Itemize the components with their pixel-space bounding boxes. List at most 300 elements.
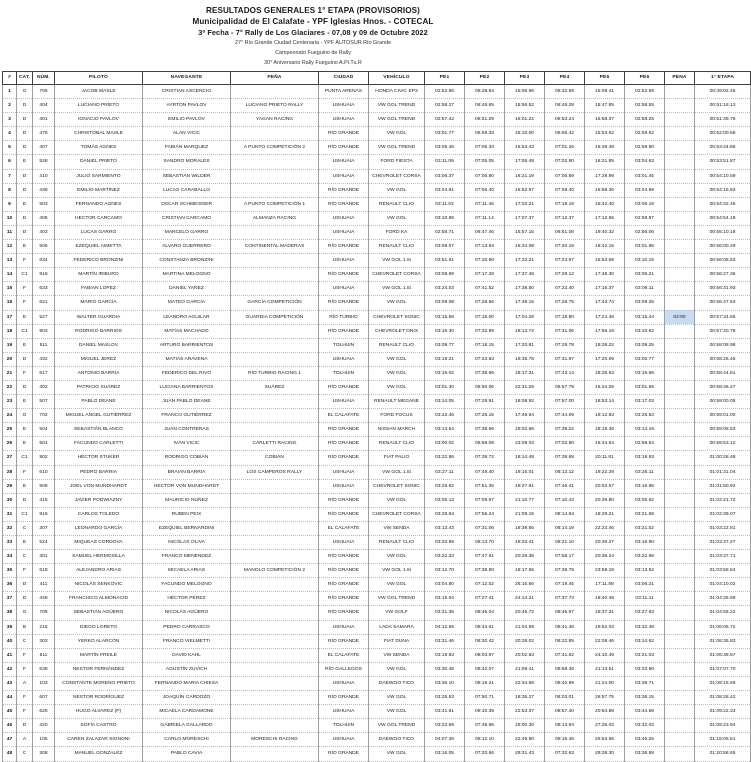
cell-pe4: 07:58.17 xyxy=(545,550,585,564)
cell-1-etapa: 00:55:10.18 xyxy=(695,225,751,239)
cell-ciudad: USHUAIA xyxy=(319,211,369,225)
cell-1-etapa: 01:01:31.04 xyxy=(695,465,751,479)
cell-veh-culo: VW GOL xyxy=(369,578,425,592)
cell-navegante: LEANDRO AGUILAR xyxy=(143,310,231,324)
column-header-2: NÚM. xyxy=(33,72,55,85)
cell-pe5: 19:22.29 xyxy=(585,465,625,479)
cell-pe5: 23:59.19 xyxy=(585,564,625,578)
cell-pe1: 03:31.46 xyxy=(425,634,465,648)
cell-pe1: 03:00.02 xyxy=(425,437,465,451)
cell-cat: F xyxy=(17,254,33,268)
table-row xyxy=(3,733,751,747)
cell-pe1: 03:09.77 xyxy=(425,338,465,352)
cell-veh-culo: CHEVROLET ONIX xyxy=(369,324,425,338)
cell-pe-a xyxy=(231,606,319,620)
cell-1-etapa: 00:56:47.53 xyxy=(695,296,751,310)
cell-pe6: 03:14.19 xyxy=(625,423,665,437)
cell-n-m: 105 xyxy=(33,733,55,747)
cell-ciudad: USHUAIA xyxy=(319,155,369,169)
cell-pe6: 03:06.21 xyxy=(625,578,665,592)
cell-ciudad: RÍO GRANDE xyxy=(319,451,369,465)
cell-navegante: AGUSTÍN ZUVICH xyxy=(143,662,231,676)
title-block xyxy=(0,0,626,68)
cell-pe3: 18:35.27 xyxy=(505,691,545,705)
cell-cat: D xyxy=(17,352,33,366)
cell-ciudad: USHUAIA xyxy=(319,620,369,634)
cell-navegante: CRISTIAN ASCENCIO xyxy=(143,85,231,99)
cell-veh-culo: RENAULT CLIO xyxy=(369,338,425,352)
cell-pe4: 07:36.78 xyxy=(545,564,585,578)
cell-veh-culo: VW GOL 1.6i xyxy=(369,254,425,268)
cell-pe6: 03:16.90 xyxy=(625,536,665,550)
cell-cat: C1 xyxy=(17,324,33,338)
cell-pe6: 03:10.15 xyxy=(625,254,665,268)
cell-n-m: 307 xyxy=(33,521,55,535)
table-row xyxy=(3,578,751,592)
cell-pe3: 21:10.77 xyxy=(505,493,545,507)
cell-1-etapa: 00:58:46.27 xyxy=(695,380,751,394)
cell-pena xyxy=(665,352,695,366)
cell-: 6 xyxy=(3,155,17,169)
cell-pe-a xyxy=(231,479,319,493)
cell-pe2: 07:28.56 xyxy=(465,296,505,310)
table-row xyxy=(3,352,751,366)
cell-piloto: MARTÍN FREILE xyxy=(55,648,143,662)
cell-pe-a xyxy=(231,521,319,535)
cell-veh-culo: RENAULT CLIO xyxy=(369,437,425,451)
cell-pe2: 07:32.89 xyxy=(465,324,505,338)
cell-pe6: 03:32.48 xyxy=(625,620,665,634)
cell-pe1: 03:10.89 xyxy=(425,211,465,225)
cell-pe6: 02:58.54 xyxy=(625,437,665,451)
cell-navegante: MATIAS ARAVENA xyxy=(143,352,231,366)
cell-cat: G xyxy=(17,85,33,99)
cell-piloto: ALEJANDRO ARIAS xyxy=(55,564,143,578)
cell-1-etapa: 01:03:37.27 xyxy=(695,536,751,550)
subtitle-championship: Campeonato Fueguino de Rally xyxy=(275,50,351,56)
cell-pena xyxy=(665,493,695,507)
table-row xyxy=(3,380,751,394)
cell-n-m: 508 xyxy=(33,479,55,493)
cell-veh-culo: VW GOLF xyxy=(369,606,425,620)
cell-pe1: 03:04.81 xyxy=(425,183,465,197)
cell-pe-a xyxy=(231,155,319,169)
cell-ciudad: RÍO GRANDE xyxy=(319,606,369,620)
cell-n-m: 607 xyxy=(33,691,55,705)
cell-: 14 xyxy=(3,268,17,282)
cell-pena xyxy=(665,296,695,310)
cell-pe6: 03:36.58 xyxy=(625,747,665,761)
cell-pe4: 08:13.94 xyxy=(545,719,585,733)
cell-pe-a xyxy=(231,691,319,705)
cell-pena xyxy=(665,127,695,141)
cell-pe5: 16:44.64 xyxy=(585,437,625,451)
cell-navegante: BRAIAN BARRIA xyxy=(143,465,231,479)
cell-piloto: CHRISTOBAL MASLE xyxy=(55,127,143,141)
cell-ciudad: RÍO GRANDE xyxy=(319,423,369,437)
cell-pe1: 03:01.77 xyxy=(425,127,465,141)
cell-piloto: MANUEL GONZALEZ xyxy=(55,747,143,761)
cell-pe3: 15:56.52 xyxy=(505,99,545,113)
cell-pe5: 21:24.00 xyxy=(585,676,625,690)
cell-1-etapa: 01:06:39.57 xyxy=(695,648,751,662)
cell-pe-a xyxy=(231,183,319,197)
cell-pe-a xyxy=(231,592,319,606)
cell-navegante: MARCELO GARRO xyxy=(143,225,231,239)
cell-pe6: 03:13.52 xyxy=(625,564,665,578)
table-row xyxy=(3,451,751,465)
cell-ciudad: USHUAIA xyxy=(319,99,369,113)
cell-pena xyxy=(665,705,695,719)
cell-pe4: 07:02.80 xyxy=(545,437,585,451)
cell-pe-a: COBIÁN xyxy=(231,451,319,465)
table-row xyxy=(3,564,751,578)
cell-navegante: RUBEN PEIX xyxy=(143,507,231,521)
cell-ciudad: USHUAIA xyxy=(319,169,369,183)
cell-pe3: 19:33.41 xyxy=(505,536,545,550)
cell-1-etapa: 01:03:58.64 xyxy=(695,564,751,578)
table-row xyxy=(3,550,751,564)
cell-pe5: 20:38.27 xyxy=(585,536,625,550)
cell-pe4: 07:37.73 xyxy=(545,592,585,606)
cell-pe6: 03:10.62 xyxy=(625,324,665,338)
cell-pe-a xyxy=(231,536,319,550)
cell-pe2: 07:38.90 xyxy=(465,564,505,578)
cell-: 48 xyxy=(3,747,17,761)
cell-navegante: CRISTIAN CARCAMO xyxy=(143,211,231,225)
cell-1-etapa: 00:58:44.61 xyxy=(695,366,751,380)
cell-pe4: 07:32.63 xyxy=(545,747,585,761)
cell-n-m: 407 xyxy=(33,141,55,155)
cell-1-etapa: 01:03:22.81 xyxy=(695,521,751,535)
cell-pe2: 06:58.09 xyxy=(465,437,505,451)
cell-cat: C1 xyxy=(17,268,33,282)
cell-: 7 xyxy=(3,169,17,183)
cell-pe2: 07:33.63 xyxy=(465,352,505,366)
cell-pena xyxy=(665,395,695,409)
cell-cat: E xyxy=(17,437,33,451)
cell-ciudad: TOLHUIN xyxy=(319,366,369,380)
cell-piloto: HUGO ALVAREZ (P) xyxy=(55,705,143,719)
cell-pe4: 08:14.19 xyxy=(545,521,585,535)
cell-pena xyxy=(665,366,695,380)
cell-navegante: DAVID KAHL xyxy=(143,648,231,662)
cell-navegante: ALVARO GUERRERO xyxy=(143,240,231,254)
cell-pe6: 03:19.93 xyxy=(625,451,665,465)
cell-pe2: 07:26.15 xyxy=(465,409,505,423)
cell-pe3: 18:17.55 xyxy=(505,564,545,578)
cell-1-etapa: 01:09:23.94 xyxy=(695,719,751,733)
cell-pe-a xyxy=(231,409,319,423)
cell-1-etapa: 01:15:05.61 xyxy=(695,733,751,747)
cell-cat: F xyxy=(17,564,33,578)
cell-pe2: 07:27.41 xyxy=(465,592,505,606)
cell-pe-a xyxy=(231,324,319,338)
cell-veh-culo: VW GOL TREND xyxy=(369,141,425,155)
cell-ciudad: RÍO GRANDE xyxy=(319,550,369,564)
cell-: 45 xyxy=(3,705,17,719)
cell-pe3: 17:49.94 xyxy=(505,409,545,423)
cell-1-etapa: 00:56:27.36 xyxy=(695,268,751,282)
cell-pe1: 03:01.30 xyxy=(425,380,465,394)
cell-veh-culo: CHEVROLET SONIC xyxy=(369,479,425,493)
cell-pe1: 03:28.94 xyxy=(425,507,465,521)
cell-n-m: 915 xyxy=(33,507,55,521)
cell-cat: G xyxy=(17,606,33,620)
cell-pe4: 07:02.80 xyxy=(545,155,585,169)
cell-veh-culo: CHEVROLET CORSA xyxy=(369,507,425,521)
cell-veh-culo: HONDA CIVIC EP3 xyxy=(369,85,425,99)
cell-cat: D xyxy=(17,113,33,127)
cell-piloto: LEONARDO GARCÍA xyxy=(55,521,143,535)
cell-pe5: 17:24.46 xyxy=(585,310,625,324)
cell-cat: D xyxy=(17,719,33,733)
cell-veh-culo: FORD FIESTA xyxy=(369,155,425,169)
cell-ciudad: USHUAIA xyxy=(319,676,369,690)
cell-pena xyxy=(665,99,695,113)
cell-pe6: 03:25.11 xyxy=(625,465,665,479)
cell-ciudad: USHUAIA xyxy=(319,705,369,719)
cell-cat: F xyxy=(17,282,33,296)
cell-cat: C1 xyxy=(17,451,33,465)
cell-pe4: 06:56.42 xyxy=(545,127,585,141)
cell-veh-culo: RENAULT MEGANE xyxy=(369,395,425,409)
cell-cat: D xyxy=(17,169,33,183)
cell-n-m: 528 xyxy=(33,155,55,169)
cell-pe6: 03:17.03 xyxy=(625,395,665,409)
cell-ciudad: USHUAIA xyxy=(319,479,369,493)
column-header-11: PE4 xyxy=(545,72,585,85)
cell-cat: F xyxy=(17,366,33,380)
cell-ciudad: USHUAIA xyxy=(319,352,369,366)
cell-cat: C xyxy=(17,550,33,564)
cell-cat: D xyxy=(17,225,33,239)
cell-pe2: 06:59.33 xyxy=(465,127,505,141)
cell-1-etapa: 01:00:28.48 xyxy=(695,451,751,465)
cell-ciudad: USHUAIA xyxy=(319,254,369,268)
cell-cat: F xyxy=(17,465,33,479)
cell-piloto: MARIO GARCÍA xyxy=(55,296,143,310)
cell-pena xyxy=(665,225,695,239)
cell-pena xyxy=(665,211,695,225)
cell-navegante: AYRTON PAVLOV xyxy=(143,99,231,113)
cell-pe3: 20:46.72 xyxy=(505,606,545,620)
cell-pe5: 16:24.28 xyxy=(585,380,625,394)
cell-piloto: MARTÍN IRIBURO xyxy=(55,268,143,282)
cell-pena xyxy=(665,85,695,99)
cell-navegante: MATEO GARCÍA xyxy=(143,296,231,310)
cell-pe-a: CARLETTI RACING xyxy=(231,437,319,451)
cell-navegante: MATÍAS MACHADO xyxy=(143,324,231,338)
cell-veh-culo: RENAULT CLIO xyxy=(369,197,425,211)
cell-ciudad: RÍO GRANDE xyxy=(319,296,369,310)
cell-piloto: SOFÍA CASTRO xyxy=(55,719,143,733)
cell-pe6: 03:38.71 xyxy=(625,676,665,690)
cell-pe5: 15:58.37 xyxy=(585,113,625,127)
cell-n-m: 420 xyxy=(33,719,55,733)
cell-: 2 xyxy=(3,99,17,113)
cell-1-etapa: 00:51:18.13 xyxy=(695,99,751,113)
cell-navegante: JUAN CONTRERAS xyxy=(143,423,231,437)
cell-pe5: 19:28.22 xyxy=(585,338,625,352)
cell-pe3: 17:02.21 xyxy=(505,197,545,211)
cell-pe3: 18:08.92 xyxy=(505,395,545,409)
cell-pe2: 07:51.35 xyxy=(465,479,505,493)
cell-: 25 xyxy=(3,423,17,437)
cell-navegante: JOAQUÍN CARDOZO xyxy=(143,691,231,705)
cell-pe3: 23:09.03 xyxy=(505,437,545,451)
cell-pena xyxy=(665,536,695,550)
cell-pe2: 08:19.21 xyxy=(465,676,505,690)
cell-pe5: 20:54.88 xyxy=(585,705,625,719)
cell-pe1: 03:16.30 xyxy=(425,324,465,338)
cell-veh-culo: VW GOL TREND xyxy=(369,592,425,606)
cell-pe5: 24:10.49 xyxy=(585,648,625,662)
cell-pe1: 03:12.70 xyxy=(425,564,465,578)
cell-pe6: 03:01.45 xyxy=(625,169,665,183)
cell-pe6: 03:06.18 xyxy=(625,197,665,211)
cell-ciudad: USHUAIA xyxy=(319,225,369,239)
cell-pe-a xyxy=(231,282,319,296)
cell-pena xyxy=(665,606,695,620)
cell-pe5: 18:53.14 xyxy=(585,395,625,409)
cell-pe4: 08:14.84 xyxy=(545,507,585,521)
table-row xyxy=(3,634,751,648)
cell-pe6: 03:01.55 xyxy=(625,380,665,394)
cell-navegante: IVÁN VICIC xyxy=(143,437,231,451)
cell-veh-culo: VW SENDA xyxy=(369,648,425,662)
cell-pe-a: YAGAN RACING xyxy=(231,113,319,127)
cell-navegante: EZEQUIEL BERNARDINI xyxy=(143,521,231,535)
column-header-7: VEHÍCULO xyxy=(369,72,425,85)
cell-: 37 xyxy=(3,592,17,606)
table-row xyxy=(3,127,751,141)
cell-navegante: ARTURO BARRIENTOS xyxy=(143,338,231,352)
cell-1-etapa: 00:59:06.53 xyxy=(695,423,751,437)
cell-pe-a xyxy=(231,127,319,141)
cell-cat: E xyxy=(17,240,33,254)
cell-pe4: 08:13.12 xyxy=(545,465,585,479)
cell-pe4: 06:48.29 xyxy=(545,99,585,113)
cell-pe1: 03:27.11 xyxy=(425,465,465,479)
cell-pena xyxy=(665,521,695,535)
cell-piloto: FERNANDO AGNES xyxy=(55,197,143,211)
cell-: 42 xyxy=(3,662,17,676)
cell-piloto: EMILIO MARTÍNEZ xyxy=(55,183,143,197)
cell-n-m: 404 xyxy=(33,99,55,113)
cell-pe1: 03:16.05 xyxy=(425,747,465,761)
cell-pe6: 03:11.11 xyxy=(625,592,665,606)
cell-pe4: 08:03.01 xyxy=(545,691,585,705)
cell-navegante: PEDRO CARRASCO xyxy=(143,620,231,634)
cell-pe-a xyxy=(231,676,319,690)
cell-pe1: 02:58.27 xyxy=(425,99,465,113)
cell-n-m: 527 xyxy=(33,310,55,324)
cell-pe4: 08:22.85 xyxy=(545,634,585,648)
cell-ciudad: RÍO TURBIO xyxy=(319,310,369,324)
cell-veh-culo: VW SENDA xyxy=(369,521,425,535)
cell-pena xyxy=(665,634,695,648)
cell-pe1: 03:22.33 xyxy=(425,550,465,564)
cell-cat: C xyxy=(17,747,33,761)
cell-n-m: 705 xyxy=(33,606,55,620)
cell-piloto: WALTER GUARDIA xyxy=(55,310,143,324)
cell-veh-culo: VW GOL xyxy=(369,550,425,564)
cell-piloto: MIQUEAS CORDOVA xyxy=(55,536,143,550)
cell-veh-culo: VW GOL xyxy=(369,183,425,197)
cell-: 1 xyxy=(3,85,17,99)
cell-pe-a xyxy=(231,352,319,366)
cell-pe1: 03:09.08 xyxy=(425,296,465,310)
cell-n-m: 610 xyxy=(33,465,55,479)
table-row xyxy=(3,197,751,211)
cell-ciudad: USHUAIA xyxy=(319,282,369,296)
cell-pe1: 03:36.10 xyxy=(425,676,465,690)
cell-pe-a: GUARDIA COMPETICIÓN xyxy=(231,310,319,324)
cell-veh-culo: RENAULT CLIO xyxy=(369,536,425,550)
cell-pe4: 08:41.46 xyxy=(545,620,585,634)
cell-veh-culo: FORD FOCUS xyxy=(369,409,425,423)
cell-pe5: 26:57.75 xyxy=(585,691,625,705)
cell-veh-culo: LADA SAMARA xyxy=(369,620,425,634)
cell-pe3: 17:06.48 xyxy=(505,155,545,169)
results-table xyxy=(2,71,751,762)
cell-pena xyxy=(665,691,695,705)
cell-: 29 xyxy=(3,479,17,493)
cell-pe5: 15:53.62 xyxy=(585,127,625,141)
cell-veh-culo: CHEVROLET CORSA xyxy=(369,268,425,282)
cell-pe2: 07:05.90 xyxy=(465,169,505,183)
cell-pena xyxy=(665,648,695,662)
table-row xyxy=(3,211,751,225)
cell-pe3: 18:39.65 xyxy=(505,521,545,535)
cell-veh-culo: VW GOL xyxy=(369,352,425,366)
cell-pe4: 09:16.45 xyxy=(545,733,585,747)
cell-pena xyxy=(665,578,695,592)
cell-1-etapa: 00:56:08.53 xyxy=(695,254,751,268)
cell-pe2: 07:48.40 xyxy=(465,465,505,479)
cell-pe-a xyxy=(231,254,319,268)
cell-pe5: 20:39.80 xyxy=(585,493,625,507)
cell-cat: E xyxy=(17,310,33,324)
cell-pe6: 02:59.90 xyxy=(625,141,665,155)
cell-pe4: 07:12.37 xyxy=(545,211,585,225)
cell-veh-culo: NISSAN MARCH xyxy=(369,423,425,437)
cell-piloto: IGNACIO PAVLOV xyxy=(55,113,143,127)
cell-pe5: 17:56.19 xyxy=(585,324,625,338)
table-row xyxy=(3,465,751,479)
cell-piloto: FACUNDO CARLETTI xyxy=(55,437,143,451)
cell-pe3: 22:49.90 xyxy=(505,733,545,747)
cell-n-m: 303 xyxy=(33,634,55,648)
cell-pe2: 07:13.84 xyxy=(465,240,505,254)
cell-pe3: 20:02.63 xyxy=(505,648,545,662)
table-row xyxy=(3,395,751,409)
cell-1-etapa: 00:51:39.79 xyxy=(695,113,751,127)
cell-pe5: 19:12.83 xyxy=(585,409,625,423)
cell-pe5: 15:47.85 xyxy=(585,99,625,113)
cell-pe3: 18:13.72 xyxy=(505,324,545,338)
cell-pe5: 17:11.88 xyxy=(585,578,625,592)
cell-pe4: 08:57.40 xyxy=(545,705,585,719)
cell-pe5: 20:02.57 xyxy=(585,479,625,493)
cell-pe-a xyxy=(231,507,319,521)
cell-pe5: 22:08.46 xyxy=(585,634,625,648)
cell-veh-culo: VW GOL xyxy=(369,691,425,705)
cell-pena xyxy=(665,564,695,578)
cell-pe6: 03:21.69 xyxy=(625,507,665,521)
column-header-8: PE1 xyxy=(425,72,465,85)
